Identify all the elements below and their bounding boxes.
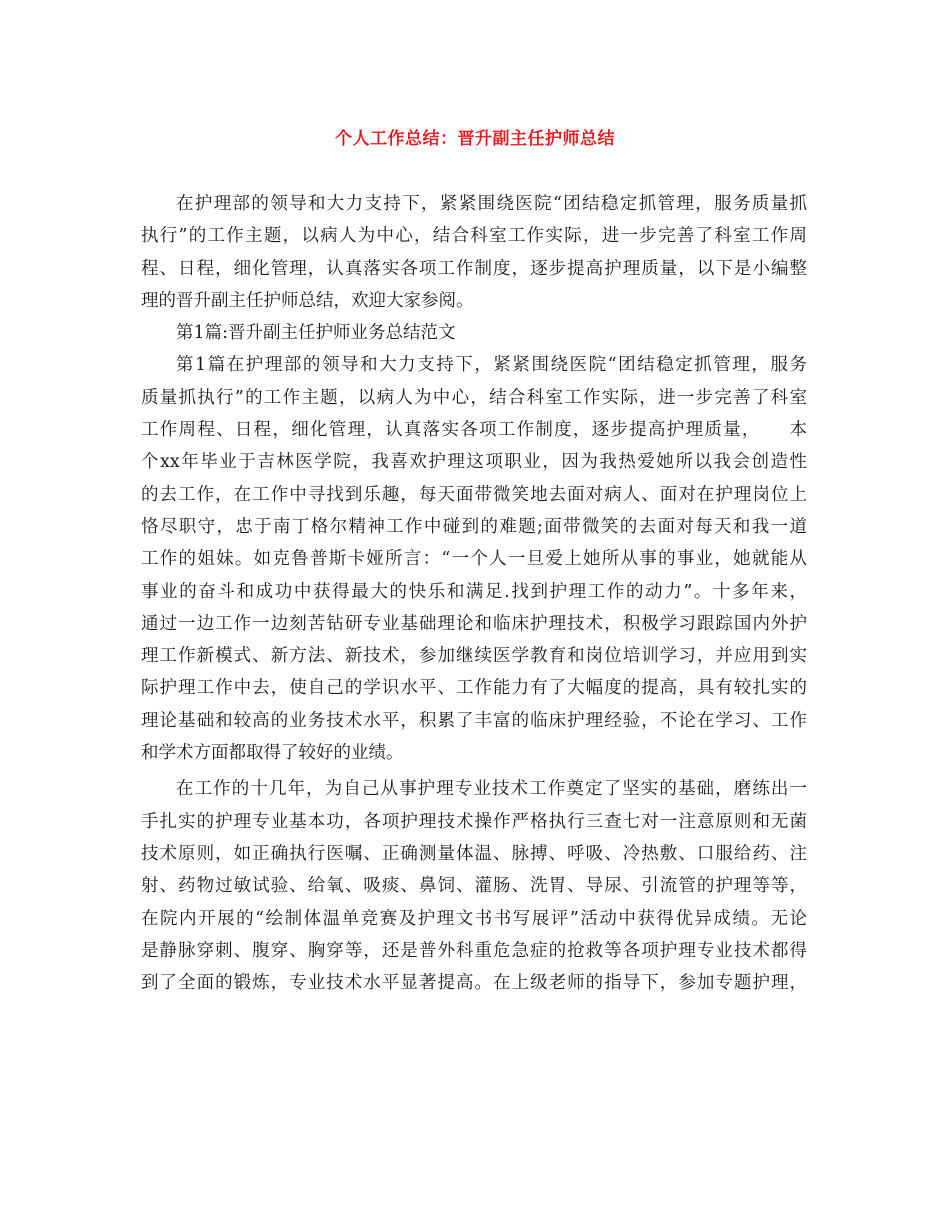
body-line: 手扎实的护理专业基本功，各项护理技术操作严格执行三查七对一注意原则和无菌 [141,811,807,832]
document-title: 个人工作总结：晋升副主任护师总结 [335,129,615,149]
body-line: 工作周程、日程，细化管理，认真落实各项工作制度，逐步提高护理质量， 本 [141,420,807,441]
body-line: 到了全面的锻炼，专业技术水平显著提高。在上级老师的指导下，参加专题护理， [141,973,807,994]
body-line: 在工作的十几年，为自己从事护理专业技术工作奠定了坚实的基础，磨练出一 [176,779,807,800]
body-line: 工作的姐妹。如克鲁普斯卡娅所言：“一个人一旦爱上她所从事的事业，她就能从 [141,549,807,570]
body-line: 执行”的工作主题，以病人为中心，结合科室工作实际，进一步完善了科室工作周 [141,226,807,247]
body-line: 技术原则，如正确执行医嘱、正确测量体温、脉搏、呼吸、冷热敷、口服给药、注 [141,843,807,864]
body-line: 际护理工作中去，使自己的学识水平、工作能力有了大幅度的提高，具有较扎实的 [141,678,807,699]
document-body [141,188,807,999]
body-line: 是静脉穿刺、腹穿、胸穿等，还是普外科重危急症的抢救等各项护理专业技术都得 [141,940,807,961]
body-line: 个xx年毕业于吉林医学院，我喜欢护理这项职业，因为我热爱她所以我会创造性 [141,452,807,473]
body-line: 通过一边工作一边刻苦钻研专业基础理论和临床护理技术，积极学习跟踪国内外护 [141,613,807,634]
body-line: 质量抓执行”的工作主题，以病人为中心，结合科室工作实际，进一步完善了科室 [141,387,807,408]
body-line: 理工作新模式、新方法、新技术，参加继续医学教育和岗位培训学习，并应用到实 [141,646,807,667]
body-line: 第1篇在护理部的领导和大力支持下，紧紧围绕医院“团结稳定抓管理，服务 [176,355,807,376]
body-line: 理论基础和较高的业务技术水平，积累了丰富的临床护理经验，不论在学习、工作 [141,710,807,731]
body-line: 和学术方面都取得了较好的业绩。 [141,743,404,764]
body-line: 事业的奋斗和成功中获得最大的快乐和满足.找到护理工作的动力”。十多年来， [141,581,807,602]
section-heading: 第1篇:晋升副主任护师业务总结范文 [176,323,456,344]
body-line: 理的晋升副主任护师总结，欢迎大家参阅。 [141,290,474,311]
body-line: 射、药物过敏试验、给氧、吸痰、鼻饲、灌肠、洗胃、导尿、引流管的护理等等， [141,876,807,897]
body-line: 在院内开展的“绘制体温单竞赛及护理文书书写展评”活动中获得优异成绩。无论 [141,908,807,929]
body-line: 在护理部的领导和大力支持下，紧紧围绕医院“团结稳定抓管理，服务质量抓 [176,194,807,214]
body-line: 的去工作，在工作中寻找到乐趣，每天面带微笑地去面对病人、面对在护理岗位上 [141,484,807,505]
body-line: 恪尽职守，忠于南丁格尔精神工作中碰到的难题;面带微笑的去面对每天和我一道 [141,516,807,537]
body-line: 程、日程，细化管理，认真落实各项工作制度，逐步提高护理质量，以下是小编整 [141,258,807,279]
